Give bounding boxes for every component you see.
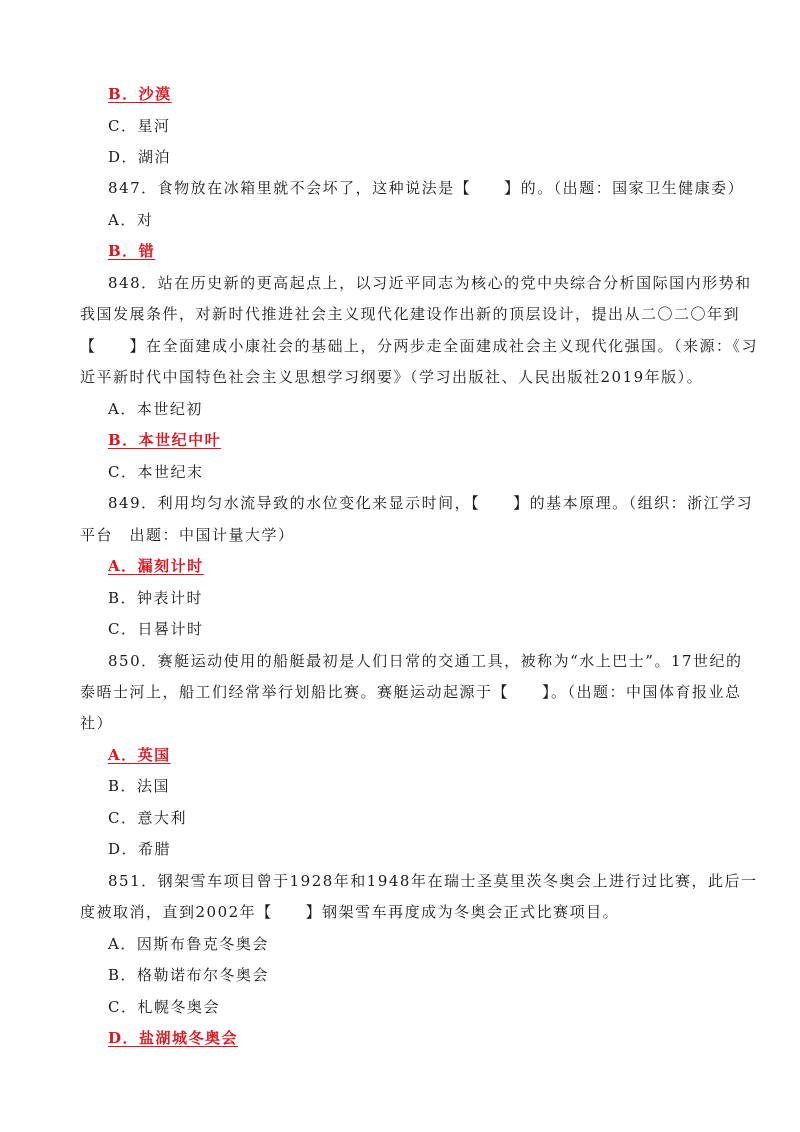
question-849-line1: 849．利用均匀水流导致的水位变化来显示时间，【 】的基本原理。（组织：浙江学习 bbox=[108, 494, 754, 512]
question-850-line1: 850．赛艇运动使用的船艇最初是人们日常的交通工具，被称为“水上巴士”。17世纪的 bbox=[108, 652, 743, 670]
option-c-sapporo: C．札幌冬奥会 bbox=[108, 998, 220, 1016]
option-d-lake: D．湖泊 bbox=[108, 148, 172, 166]
option-b-mid-century: B．本世纪中叶 bbox=[108, 431, 222, 449]
option-c-sundial: C．日晷计时 bbox=[108, 620, 204, 638]
question-851-line2: 度被取消，直到2002年【 】钢架雪车再度成为冬奥会正式比赛项目。 bbox=[80, 903, 620, 921]
question-850-line2: 泰晤士河上，船工们经常举行划船比赛。赛艇运动起源于【 】。（出题：中国体育报业总 bbox=[80, 683, 742, 701]
option-a-uk: A．英国 bbox=[108, 746, 171, 764]
option-a-right: A．对 bbox=[108, 211, 154, 229]
question-848-line2: 我国发展条件，对新时代推进社会主义现代化建设作出新的顶层设计，提出从二〇二〇年到 bbox=[80, 305, 741, 323]
question-851-line1: 851．钢架雪车项目曾于1928年和1948年在瑞士圣莫里茨冬奥会上进行过比赛，此后一 bbox=[108, 872, 758, 890]
question-848-line1: 848．站在历史新的更高起点上，以习近平同志为核心的党中央综合分析国际国内形势和 bbox=[108, 274, 752, 292]
question-848-line3: 【 】在全面建成小康社会的基础上，分两步走全面建成社会主义现代化强国。（来源：《习 bbox=[80, 337, 759, 355]
option-c-italy: C．意大利 bbox=[108, 809, 187, 827]
option-c-river: C．星河 bbox=[108, 117, 171, 135]
question-849-line2: 平台 出题：中国计量大学） bbox=[80, 526, 295, 544]
option-b-clock: B．钟表计时 bbox=[108, 589, 204, 607]
option-b-grenoble: B．格勒诺布尔冬奥会 bbox=[108, 966, 270, 984]
option-c-end-century: C．本世纪末 bbox=[108, 463, 204, 481]
option-d-salt-lake-city: D．盐湖城冬奥会 bbox=[108, 1029, 239, 1047]
option-a-innsbruck: A．因斯布鲁克冬奥会 bbox=[108, 935, 269, 953]
question-848-line4: 近平新时代中国特色社会主义思想学习纲要》（学习出版社、人民出版社2019年版）。 bbox=[80, 368, 704, 386]
option-b-france: B．法国 bbox=[108, 777, 171, 795]
question-850-line3: 社） bbox=[80, 714, 114, 732]
option-a-water-clock: A．漏刻计时 bbox=[108, 557, 204, 575]
option-a-early-century: A．本世纪初 bbox=[108, 400, 203, 418]
option-b-wrong: B．错 bbox=[108, 242, 156, 260]
option-d-greece: D．希腊 bbox=[108, 840, 172, 858]
option-b-desert: B．沙漠 bbox=[108, 85, 172, 103]
question-847: 847．食物放在冰箱里就不会坏了，这种说法是【 】的。（出题：国家卫生健康委） bbox=[108, 179, 745, 197]
